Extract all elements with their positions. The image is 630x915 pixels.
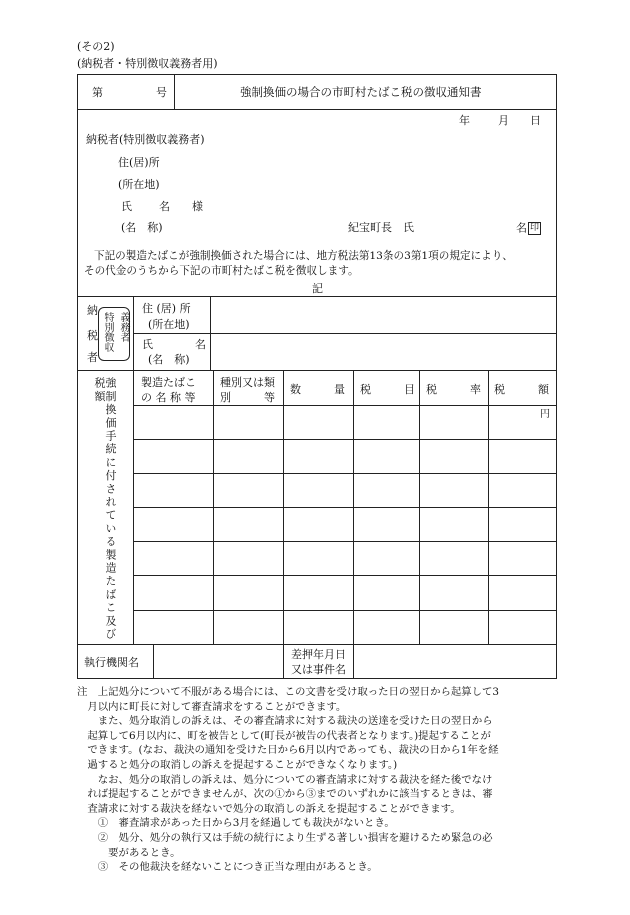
row1-label-b: (所在地) <box>148 318 190 331</box>
col-tax-item: 税 目 <box>360 383 415 396</box>
side-label-sha: 者 <box>87 351 98 364</box>
form-title: 強制換価の場合の市町村たばこ税の徴収通知書 <box>240 85 482 99</box>
tokubetsu-col-2: 特別徴収 <box>102 312 113 352</box>
col-type-a: 種別又は類 <box>220 376 275 389</box>
col-tax-rate: 税 率 <box>426 383 481 396</box>
row2-label-b: 名 <box>195 338 206 351</box>
number-label: 第 <box>92 86 103 99</box>
col-type-b: 別 等 <box>220 391 275 404</box>
number-suffix: 号 <box>156 86 167 99</box>
ki-label: 記 <box>312 282 323 295</box>
form-variant-label: (その2) <box>77 40 115 53</box>
addressee-name-a: 氏 <box>121 200 132 213</box>
form-audience-label: (納税者・特別徴収義務者用) <box>77 57 218 70</box>
addressee-heading: 納税者(特別徴収義務者) <box>86 133 205 146</box>
appeal-notes: 注 上記処分について不服がある場合には、この文書を受け取った日の翌日から起算して3 月以内に町長に対して審査請求をすることができます。 また、処分取消しの訴えは、その審査請求に対する裁決の送達を受けた日の翌日から 起算して6月以内に、町を被告として(町長が被告の代表者となります。)提起することが できます。(なお、裁決の通知を受けた日から6月以内であっても、裁決の日から1年を経 過すると処分の取消しの訴えを提起することができなくなります。) なお、処分の取消しの訴えは、処分についての審査請求に対する裁決を経た後でなけ れば提起することができませんが、次の①から③までのいずれかに該当するときは、審 査請求に対する裁決を経ないで処分の取消しの訴えを提起することができます。 ① 審査請求があった日から3月を経過しても裁決がないとき。 ② 処分、処分の執行又は手続の続行により生ずる著しい損害を避けるため緊急の必 要があるとき。 ③ その他裁決を経ないことにつき正当な理由があるとき。 <box>77 686 500 874</box>
side-label-nou: 納 <box>87 304 98 317</box>
issuer-title: 紀宝町長 氏 <box>348 221 414 234</box>
seal-mark: 印 <box>529 223 539 233</box>
col-tax-amount: 税 額 <box>494 383 549 396</box>
notice-form <box>77 74 557 679</box>
addressee-meisho: (名 称) <box>121 221 163 234</box>
row2-label-a: 氏 <box>142 338 153 351</box>
row2-label-c: (名 称) <box>148 353 190 366</box>
side-label-zei: 税 <box>87 329 98 342</box>
row1-label-a: 住 (居) 所 <box>142 302 191 315</box>
addressee-honorific: 様 <box>192 200 203 213</box>
notice-paragraph: 下記の製造たばこが強制換価された場合には、地方税法第13条の3第1項の規定により、 その代金のうちから下記の市町村たばこ税を徴収します。 <box>84 250 513 278</box>
issuer-name-label: 名 印 <box>516 221 539 235</box>
date-day: 日 <box>530 114 541 127</box>
date-year: 年 <box>459 114 470 127</box>
yen-unit: 円 <box>540 409 550 420</box>
seizure-label-a: 差押年月日 <box>291 648 346 661</box>
date-month: 月 <box>498 114 509 127</box>
addressee-name-b: 名 <box>159 200 170 213</box>
addressee-residence: 住(居)所 <box>118 156 160 169</box>
tokubetsu-col-1: 義務者 <box>118 312 129 342</box>
seizure-label-b: 又は事件名 <box>291 663 346 676</box>
agency-label: 執行機関名 <box>84 656 139 669</box>
col-quantity: 数 量 <box>290 383 345 396</box>
addressee-location: (所在地) <box>118 178 160 191</box>
col-product-b: の 名 称 等 <box>141 391 196 404</box>
col-product-a: 製造たばこ <box>141 376 196 389</box>
goods-side-label: 強制換価手続に付されている製造たばこ及び税額 <box>93 377 117 641</box>
